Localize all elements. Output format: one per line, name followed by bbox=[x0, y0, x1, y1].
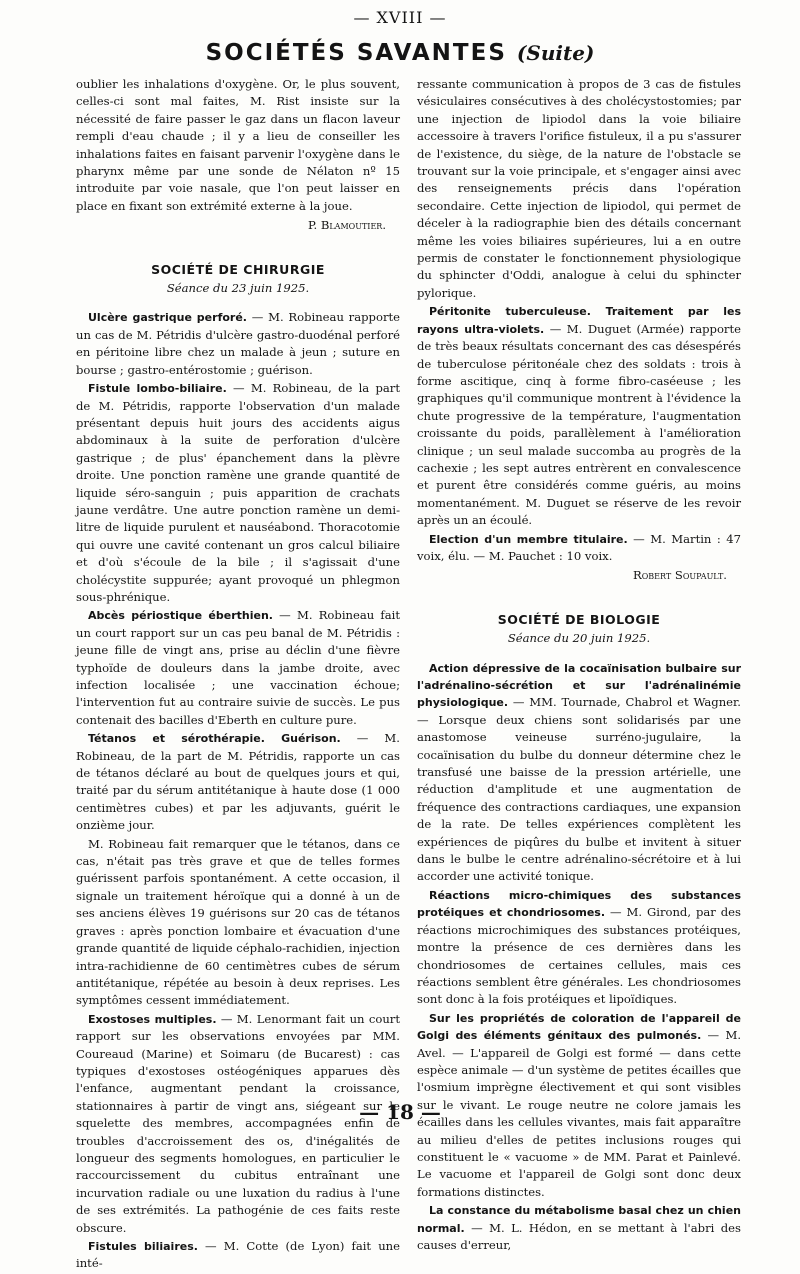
header-title-text: SOCIÉTÉS SAVANTES bbox=[205, 40, 507, 66]
article-body: — MM. Tournade, Chabrol et Wagner. — Lorsque deux chiens sont solidarisés par une anastomose veineuse surréno-jugulaire, la cocaïnisation du bulbe du donneur détermine chez le transfusé une baisse de la pression artérielle, une réduction d'amplitude et une augmentation de fréquence des contractions cardiaques, une expansion de la rate. De telles expériences complètent les expériences de piqûres du bulbe et invitent à situer dans le bulbe le centre adrénalino-sécrétoire et à lui accorder une activité tonique. bbox=[417, 695, 741, 884]
section-title-chirurgie: SOCIÉTÉ DE CHIRURGIE bbox=[151, 261, 325, 277]
article-tetanos bbox=[76, 730, 400, 834]
section-title-biologie: SOCIÉTÉ DE BIOLOGIE bbox=[497, 611, 661, 627]
article-lead: Abcès périostique éberthien. bbox=[88, 609, 273, 623]
right-column bbox=[417, 76, 741, 1255]
article-body: — M. Girond, par des réactions microchimiques des substances protéiques, montre la présence de ces dernières dans les chondriosomes de certaines cellules, mais ces réactions semblent être générales. Les chondriosomes sont donc à la fois protéiques et lipoïdiques. bbox=[417, 905, 741, 1007]
article-fistules-continued: ressante communication à propos de 3 cas de fistules vésiculaires consécutives à des cholécystostomies; par une injection de lipiodol dans la voie biliaire accessoire à travers l'orifice fistuleux, il a pu s'assurer de l'existence, du siège, de la nature de l'obstacle se trouvant sur la voie principale, et s'engager ainsi avec des renseignements précis dans l'opération secondaire. Cette injection de lipiodol, qui permet de déceler à la radiographie bien des détails concernant même les voies biliaires supérieures, lui a en outre permis de constater le fonctionnement physiologique du sphincter d'Oddi, analogue à celui du sphincter pylorique. bbox=[417, 77, 741, 300]
article-fistules-biliaires bbox=[76, 1238, 400, 1273]
article-tetanos-remark: M. Robineau fait remarquer que le tétanos, dans ce cas, n'était pas très grave et que de telles formes guérissent parfois spontanément. A cette occasion, il signale un traitement héroïque qui a donné à un de ses anciens élèves 19 guérisons sur 20 cas de tétanos graves : après ponction lombaire et évacuation d'une grande quantité de liquide céphalo-rachidien, injection intra-rachidienne de 60 centimètres cubes de sérum antitétanique, répétée au besoin à deux reprises. Les symptômes cessent immédiatement. bbox=[76, 836, 400, 1008]
article-body: — M. Robineau rapporte un cas de M. Pétridis d'ulcère gastro-duodénal perforé en péritoine libre chez un malade à jeun ; suture en bourse ; gastro-entérostomie ; guérison. bbox=[76, 310, 401, 377]
article-body: — M. Robineau, de la part de M. Pétridis, rapporte l'observation d'un malade présentant depuis huit jours des accidents aigus abdominaux à la suite de perforation d'ulcère gastrique ; de plus' épanchement dans la plèvre droite. Une ponction ramène une grande quantité de liquide séro-sanguin ; puis apparition de crachats jaune verdâtre. Une autre ponction ramène un demi-litre de liquide purulent et nauséabond. Thoracotomie qui ouvre une cavité contenant un gros calcul biliaire et d'où s'écoule de la bile ; il s'agissait d'une cholécystite suppurée; ayant provoqué un phlegmon sous-phrénique. bbox=[76, 381, 400, 604]
article-lead: Fistules biliaires. bbox=[88, 1240, 198, 1253]
section-date-biologie: Séance du 20 juin 1925. bbox=[507, 631, 651, 646]
article-lead: Exostoses multiples. bbox=[88, 1012, 217, 1026]
article-body: — M. Cotte (de Lyon) fait une inté- bbox=[76, 1239, 400, 1271]
header-suite: (Suite) bbox=[516, 41, 595, 65]
article-body: — M. Lenormant fait un court rapport sur les observations envoyées par MM. Coureaud (Marine) et Soimaru (de Bucarest) : cas typiques d'exostoses ostéogéniques apparues dès l'enfance, augmentant pendant la croissance, stationnaires à partir de vingt ans, siégeant sur le squelette des membres, accompagnées enfin de troubles d'accroissement des os, d'inégalités de longueur des segments homologues, en particulier le raccourcissement du cubitus entraînant une incurvation radiale ou une luxation du radius à l'une de ses extrémités. La pathogénie de ces faits reste obscure. bbox=[76, 1011, 400, 1235]
article-body: — M. Avel. — L'appareil de Golgi est formé — dans cette espèce animale — d'un système de petites écailles que l'osmium imprègne électivement et qui sont visibles sur le vivant. Le rouge neutre ne colore jamais les écailles dans les cellules vivantes, mais fait apparaître au milieu d'elles de petites inclusions rouges qui constituent le « vacuome » de MM. Parat et Painlevé. Le vacuome et l'appareil de Golgi sont donc deux formations distinctes. bbox=[417, 1028, 742, 1199]
article-lead: Sur les propriétés de coloration de l'appareil de Golgi des éléments génitaux des pulmonés. bbox=[417, 1011, 741, 1043]
article-lead: Election d'un membre titulaire. bbox=[429, 532, 628, 546]
article-body: — M. L. Hédon, en se mettant à l'abri des causes d'erreur, bbox=[417, 1220, 741, 1252]
article-lead: Fistule lombo-biliaire. bbox=[88, 382, 227, 396]
article-peritonite bbox=[417, 303, 741, 529]
article-election bbox=[417, 531, 741, 566]
article-body: — M. Martin : 47 voix, élu. — M. Pauchet : 10 voix. bbox=[417, 531, 741, 563]
article-ulcere bbox=[76, 309, 400, 379]
article-abces bbox=[76, 607, 400, 729]
left-column bbox=[76, 76, 400, 1274]
article-lead: Action dépressive de la cocaïnisation bulbaire sur l'adrénalino-sécrétion et sur l'adrénalinémie physiologique. bbox=[417, 661, 741, 710]
article-lead: Tétanos et sérothérapie. Guérison. bbox=[88, 732, 341, 746]
article-lead: Ulcère gastrique perforé. bbox=[88, 311, 247, 325]
article-metabolisme bbox=[417, 1202, 741, 1254]
chirurgie-signature: Robert Soupault. bbox=[632, 568, 727, 583]
page-number: — 18 — bbox=[359, 1100, 441, 1124]
page-header-title bbox=[0, 40, 800, 66]
article-lead: Péritonite tuberculeuse. Traitement par les rayons ultra-violets. bbox=[417, 305, 741, 336]
intro-signature: P. Blamoutier. bbox=[308, 218, 386, 233]
article-body: — M. Duguet (Armée) rapporte de très beaux résultats concernant des cas désespérés de tuberculose péritonéale chez des soldats : trois à forme ascitique, cinq à forme fibro-caséeuse ; les graphiques qu'il communique montrent à l'évidence la chute progressive de la température, l'augmentation croissante du poids, parallèlement à l'amélioration clinique ; un seul malade succomba au progrès de la cachexie ; les sept autres entrèrent en convalescence et purent être considérés comme guéris, au moins momentanément. M. Duguet se réserve de les revoir après un an écoulé. bbox=[417, 321, 741, 528]
section-date-chirurgie: Séance du 23 juin 1925. bbox=[166, 281, 310, 296]
article-lead: La constance du métabolisme basal chez un chien normal. bbox=[417, 1204, 741, 1235]
article-chondriosomes bbox=[417, 887, 741, 1009]
article-lead: Réactions micro-chimiques des substances protéiques et chondriosomes. bbox=[417, 888, 741, 920]
page-roman-numeral: — XVIII — bbox=[353, 8, 447, 27]
intro-paragraph: oublier les inhalations d'oxygène. Or, le plus souvent, celles-ci sont mal faites, M. Rist insiste sur la nécessité de faire passer le gaz dans un flacon laveur rempli d'eau chaude ; il y a lieu de conseiller les inhalations faites en faisant parvenir l'oxygène dans le pharynx même par une sonde de Nélaton nº 15 introduite par voie nasale, que l'on peut laisser en place en fixant son extrémité externe à la joue. bbox=[76, 77, 400, 213]
article-fistule-lombo bbox=[76, 380, 400, 606]
article-body: — M. Robineau fait un court rapport sur un cas peu banal de M. Pétridis : jeune fille de vingt ans, prise au déclin d'une fièvre typhoïde de douleurs dans la jambe droite, avec infection localisée ; une vaccination échoue; l'intervention fut au contraire suivie de succès. Le pus contenait des bacilles d'Eberth en culture pure. bbox=[76, 608, 400, 727]
article-cocainisation bbox=[417, 660, 741, 886]
article-body: — M. Robineau, de la part de M. Pétridis, rapporte un cas de tétanos déclaré au bout de quelques jours et qui, traité par du sérum antitétanique à haute dose (1 000 centimètres cubes) et par les adjuvants, guérit le onzième jour. bbox=[76, 731, 400, 833]
